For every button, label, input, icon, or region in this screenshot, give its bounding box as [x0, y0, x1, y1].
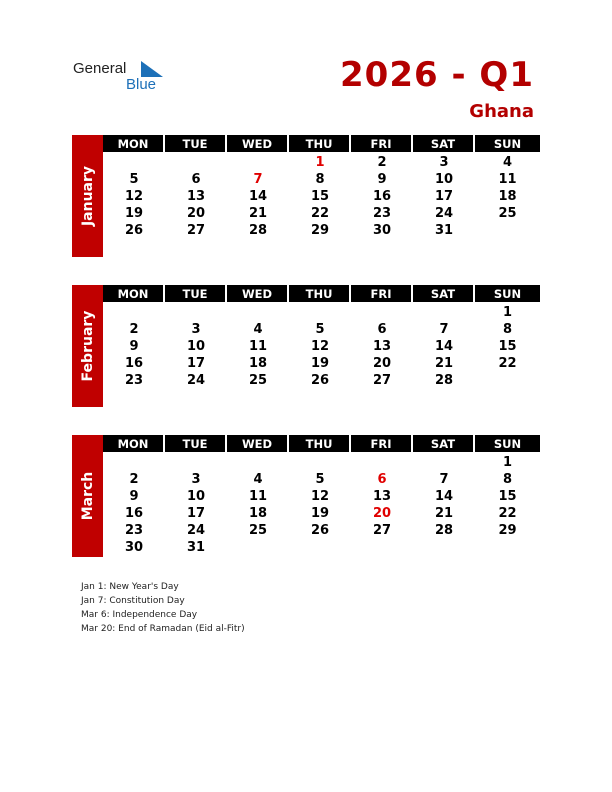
- weekday-header: [103, 435, 540, 452]
- weekday-label: FRI: [351, 285, 413, 302]
- weekday-label: SUN: [475, 135, 540, 152]
- day-grid: [103, 304, 540, 389]
- empty-day-cell: [103, 304, 165, 321]
- empty-day-cell: [413, 304, 475, 321]
- day-cell: 11: [498, 172, 517, 187]
- empty-day-cell: [103, 454, 165, 471]
- day-cell: 10: [434, 172, 454, 187]
- day-cell: 23: [124, 523, 144, 538]
- holiday-day-cell: 20: [372, 506, 392, 521]
- empty-day-cell: [351, 539, 413, 556]
- weekday-label: TUE: [165, 135, 227, 152]
- day-cell: 31: [186, 540, 206, 555]
- day-cell: 8: [502, 472, 513, 487]
- week-row: [103, 539, 540, 556]
- day-cell: 17: [434, 189, 454, 204]
- day-cell: 3: [191, 472, 201, 487]
- day-cell: 22: [498, 356, 517, 371]
- week-row: [103, 171, 540, 188]
- day-cell: 26: [310, 523, 330, 538]
- empty-day-cell: [227, 539, 289, 556]
- day-cell: 28: [248, 223, 268, 238]
- empty-day-cell: [475, 539, 540, 556]
- logo-text-general: General: [73, 60, 127, 77]
- day-cell: 2: [129, 472, 139, 487]
- day-cell: 19: [310, 356, 330, 371]
- month-side-label: [72, 435, 103, 557]
- day-cell: 25: [248, 523, 268, 538]
- day-cell: 18: [248, 356, 268, 371]
- day-cell: 24: [434, 206, 454, 221]
- day-cell: 4: [253, 472, 263, 487]
- weekday-label: FRI: [351, 135, 413, 152]
- empty-day-cell: [351, 454, 413, 471]
- day-cell: 15: [498, 339, 517, 354]
- empty-day-cell: [289, 454, 351, 471]
- day-cell: 2: [129, 322, 139, 337]
- day-cell: 29: [498, 523, 517, 538]
- day-cell: 29: [310, 223, 330, 238]
- day-cell: 22: [498, 506, 517, 521]
- logo-triangle-icon: [141, 61, 163, 77]
- weekday-label: SAT: [413, 285, 475, 302]
- day-cell: 25: [498, 206, 517, 221]
- day-cell: 17: [186, 356, 206, 371]
- day-cell: 10: [186, 339, 206, 354]
- day-cell: 10: [186, 489, 206, 504]
- day-cell: 21: [434, 356, 454, 371]
- weekday-label: FRI: [351, 435, 413, 452]
- day-cell: 14: [434, 339, 454, 354]
- day-grid: [103, 154, 540, 239]
- holiday-item: Jan 7: Constitution Day: [81, 596, 185, 606]
- day-cell: 16: [124, 356, 144, 371]
- week-row: [103, 222, 540, 239]
- weekday-label: SUN: [475, 435, 540, 452]
- weekday-label: WED: [227, 435, 289, 452]
- day-cell: 25: [248, 373, 268, 388]
- month-side-label: [72, 135, 103, 257]
- day-cell: 24: [186, 373, 206, 388]
- month-name: January: [79, 165, 96, 227]
- month-block-march: [72, 435, 540, 557]
- day-cell: 12: [310, 339, 330, 354]
- day-cell: 1: [502, 455, 513, 470]
- day-cell: 9: [377, 172, 387, 187]
- day-cell: 5: [315, 322, 325, 337]
- day-cell: 15: [310, 189, 330, 204]
- holiday-item: Mar 6: Independence Day: [81, 610, 198, 620]
- day-cell: 30: [124, 540, 144, 555]
- empty-day-cell: [475, 372, 540, 389]
- empty-day-cell: [413, 539, 475, 556]
- weekday-label: TUE: [165, 435, 227, 452]
- day-cell: 4: [253, 322, 263, 337]
- day-cell: 30: [372, 223, 392, 238]
- weekday-label: MON: [103, 435, 165, 452]
- day-cell: 13: [372, 339, 392, 354]
- day-cell: 16: [372, 189, 392, 204]
- day-grid: [103, 454, 540, 556]
- day-cell: 23: [372, 206, 392, 221]
- empty-day-cell: [351, 304, 413, 321]
- logo-text-blue: Blue: [126, 76, 157, 93]
- day-cell: 21: [248, 206, 268, 221]
- day-cell: 3: [439, 155, 449, 170]
- week-row: [103, 205, 540, 222]
- week-row: [103, 304, 540, 321]
- week-row: [103, 154, 540, 171]
- day-cell: 9: [129, 489, 139, 504]
- weekday-label: SAT: [413, 435, 475, 452]
- holiday-day-cell: 1: [315, 155, 325, 170]
- day-cell: 1: [502, 305, 513, 320]
- day-cell: 27: [186, 223, 206, 238]
- week-row: [103, 471, 540, 488]
- day-cell: 14: [248, 189, 268, 204]
- day-cell: 20: [372, 356, 392, 371]
- week-row: [103, 188, 540, 205]
- day-cell: 27: [372, 373, 392, 388]
- holiday-day-cell: 6: [377, 472, 387, 487]
- weekday-label: MON: [103, 135, 165, 152]
- day-cell: 14: [434, 489, 454, 504]
- week-row: [103, 321, 540, 338]
- weekday-header: [103, 135, 540, 152]
- day-cell: 13: [186, 189, 206, 204]
- weekday-label: THU: [289, 435, 351, 452]
- empty-day-cell: [289, 539, 351, 556]
- day-cell: 18: [248, 506, 268, 521]
- day-cell: 5: [129, 172, 139, 187]
- weekday-label: THU: [289, 285, 351, 302]
- weekday-label: TUE: [165, 285, 227, 302]
- day-cell: 15: [498, 489, 517, 504]
- day-cell: 19: [124, 206, 144, 221]
- day-cell: 28: [434, 373, 454, 388]
- day-cell: 3: [191, 322, 201, 337]
- day-cell: 13: [372, 489, 392, 504]
- empty-day-cell: [227, 454, 289, 471]
- empty-day-cell: [165, 304, 227, 321]
- month-block-february: [72, 285, 540, 407]
- holiday-list: [81, 580, 245, 636]
- week-row: [103, 372, 540, 389]
- country-label: Ghana: [469, 101, 534, 122]
- day-cell: 26: [124, 223, 144, 238]
- month-side-label: [72, 285, 103, 407]
- day-cell: 2: [377, 155, 387, 170]
- empty-day-cell: [165, 454, 227, 471]
- generalblue-logo: [73, 60, 173, 96]
- day-cell: 7: [439, 472, 449, 487]
- weekday-label: MON: [103, 285, 165, 302]
- empty-day-cell: [103, 154, 165, 171]
- weekday-label: SAT: [413, 135, 475, 152]
- day-cell: 16: [124, 506, 144, 521]
- week-row: [103, 488, 540, 505]
- weekday-label: WED: [227, 285, 289, 302]
- day-cell: 8: [502, 322, 513, 337]
- weekday-header: [103, 285, 540, 302]
- week-row: [103, 454, 540, 471]
- weekday-label: SUN: [475, 285, 540, 302]
- day-cell: 20: [186, 206, 206, 221]
- day-cell: 23: [124, 373, 144, 388]
- empty-day-cell: [227, 154, 289, 171]
- month-name: February: [79, 310, 96, 382]
- day-cell: 4: [502, 155, 513, 170]
- day-cell: 24: [186, 523, 206, 538]
- holiday-item: Jan 1: New Year's Day: [81, 582, 179, 592]
- month-name: March: [79, 471, 96, 521]
- page-title: 2026 - Q1: [340, 55, 534, 95]
- day-cell: 28: [434, 523, 454, 538]
- holiday-item: Mar 20: End of Ramadan (Eid al-Fitr): [81, 624, 245, 634]
- day-cell: 5: [315, 472, 325, 487]
- day-cell: 19: [310, 506, 330, 521]
- day-cell: 31: [434, 223, 454, 238]
- week-row: [103, 355, 540, 372]
- day-cell: 26: [310, 373, 330, 388]
- day-cell: 21: [434, 506, 454, 521]
- day-cell: 6: [377, 322, 387, 337]
- day-cell: 6: [191, 172, 201, 187]
- empty-day-cell: [165, 154, 227, 171]
- day-cell: 9: [129, 339, 139, 354]
- empty-day-cell: [289, 304, 351, 321]
- day-cell: 8: [315, 172, 325, 187]
- empty-day-cell: [475, 222, 540, 239]
- day-cell: 12: [124, 189, 144, 204]
- day-cell: 18: [498, 189, 517, 204]
- holiday-day-cell: 7: [253, 172, 263, 187]
- day-cell: 7: [439, 322, 449, 337]
- week-row: [103, 522, 540, 539]
- month-block-january: [72, 135, 540, 257]
- weekday-label: THU: [289, 135, 351, 152]
- day-cell: 11: [248, 339, 268, 354]
- day-cell: 27: [372, 523, 392, 538]
- day-cell: 17: [186, 506, 206, 521]
- week-row: [103, 338, 540, 355]
- day-cell: 11: [248, 489, 268, 504]
- weekday-label: WED: [227, 135, 289, 152]
- empty-day-cell: [413, 454, 475, 471]
- day-cell: 22: [310, 206, 330, 221]
- empty-day-cell: [227, 304, 289, 321]
- week-row: [103, 505, 540, 522]
- day-cell: 12: [310, 489, 330, 504]
